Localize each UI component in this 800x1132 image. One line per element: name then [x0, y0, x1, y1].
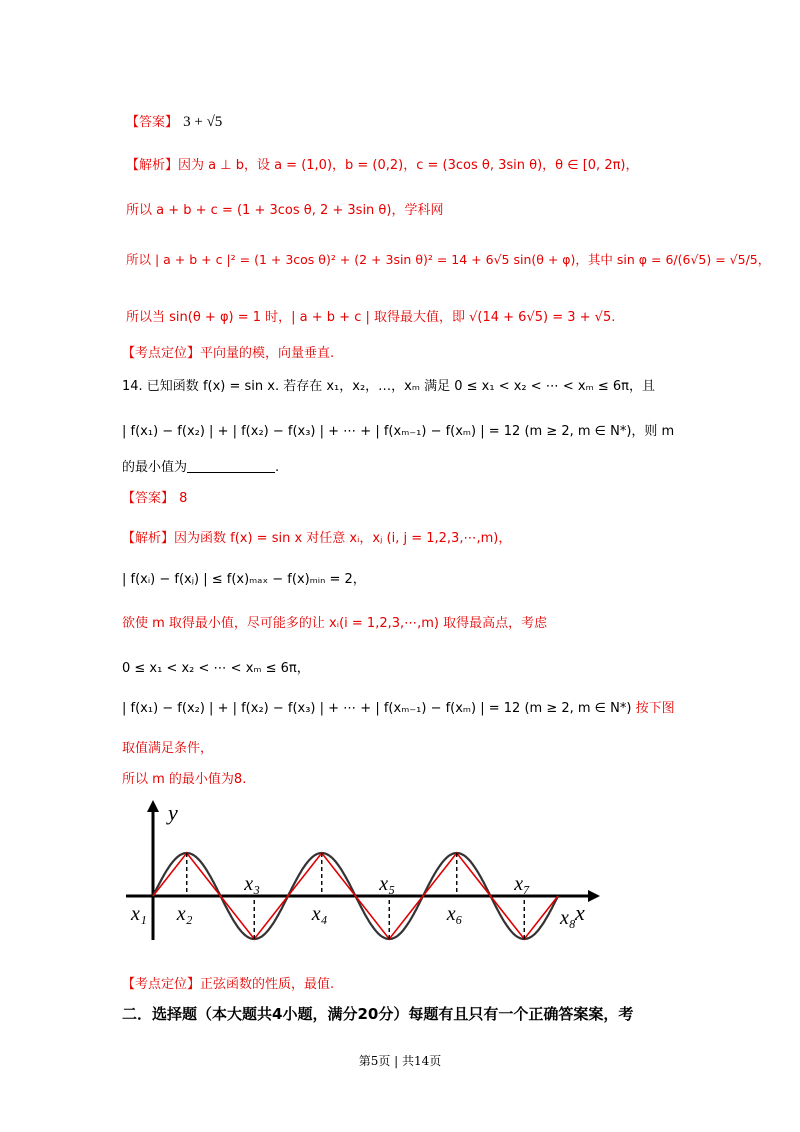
point-label: x₂ [176, 903, 193, 925]
analysis-14-line-4: 0 ≤ x₁ < x₂ < ⋯ < xₘ ≤ 6π， [122, 661, 310, 676]
answer-14 [122, 487, 187, 506]
analysis-13-line-1: 【解析】因为 a ⊥ b，设 a = (1,0)，b = (0,2)，c = (3cos θ, 3sin θ)，θ ∈ [0, 2π)， [126, 158, 639, 173]
analysis-14-line-5 [122, 697, 675, 716]
point-label: x₁ [131, 903, 147, 925]
answer-13 [126, 111, 222, 131]
answer-value: 8 [179, 491, 188, 506]
problem-14-line-1: 14. 已知函数 f(x) = sin x. 若存在 x₁，x₂，…，xₘ 满足 0 ≤ x₁ < x₂ < ⋯ < xₘ ≤ 6π，且 [122, 379, 655, 394]
point-label: x₄ [311, 903, 328, 925]
answer-value: 3 + √5 [183, 114, 223, 130]
knowledge-point-14: 【考点定位】正弦函数的性质，最值. [122, 977, 335, 992]
problem-14-period: . [275, 460, 280, 475]
analysis-14-equation: | f(x₁) − f(x₂) | + | f(x₂) − f(x₃) | + ⋯ + | f(xₘ₋₁) − f(xₘ) | = 12 (m ≥ 2, m ∈ N*) [122, 701, 632, 716]
analysis-14-line-2: | f(xᵢ) − f(xⱼ) | ≤ f(x)ₘₐₓ − f(x)ₘᵢₙ = 2， [122, 572, 366, 587]
point-label: x₆ [446, 903, 463, 925]
analysis-14-line-7: 所以 m 的最小值为8. [122, 772, 247, 787]
sine-graph-figure [118, 798, 608, 948]
analysis-14-line-6: 取值满足条件， [122, 741, 214, 756]
analysis-14-line-3: 欲使 m 取得最小值，尽可能多的让 xᵢ(i = 1,2,3,⋯,m) 取得最高点，考虑 [122, 616, 548, 631]
problem-14-line-3 [122, 456, 279, 475]
point-label: x₇ [514, 873, 531, 895]
analysis-13-line-3: 所以 | a + b + c |² = (1 + 3cos θ)² + (2 + 3sin θ)² = 14 + 6√5 sin(θ + φ)，其中 sin φ = 6/(6√5) = √5/5， [126, 252, 771, 267]
analysis-13-line-2: 所以 a + b + c = (1 + 3cos θ, 2 + 3sin θ)，学科网 [126, 203, 444, 218]
answer-tag: 【答案】 [126, 115, 179, 130]
analysis-14-line-1: 【解析】因为函数 f(x) = sin x 对任意 xᵢ，xⱼ (i, j = 1,2,3,⋯,m)， [122, 531, 512, 546]
answer-tag: 【答案】 [122, 491, 175, 506]
problem-14-line-2: | f(x₁) − f(x₂) | + | f(x₂) − f(x₃) | + ⋯ + | f(xₘ₋₁) − f(xₘ) | = 12 (m ≥ 2, m ∈ N*)，则 m [122, 424, 675, 439]
problem-14-prompt: 的最小值为 [122, 460, 188, 475]
answer-blank [187, 458, 275, 473]
x-axis-arrow-icon [588, 890, 600, 902]
point-label: x₅ [379, 873, 396, 895]
y-axis-label: y [168, 800, 178, 825]
analysis-14-figure-ref: 按下图 [631, 701, 675, 716]
analysis-13-line-4: 所以当 sin(θ + φ) = 1 时，| a + b + c | 取得最大值，即 √(14 + 6√5) = 3 + √5. [126, 310, 616, 325]
y-axis-arrow-icon [147, 800, 159, 812]
knowledge-point-13: 【考点定位】平向量的模，向量垂直. [122, 346, 335, 361]
x-axis-label: x [575, 900, 585, 925]
point-label: x₃ [244, 873, 261, 895]
point-label: x₈ [560, 907, 576, 929]
section-2-heading: 二．选择题（本大题共4小题，满分20分）每题有且只有一个正确答案案，考 [122, 1005, 634, 1023]
page-footer: 第5页 | 共14页 [358, 1054, 442, 1068]
